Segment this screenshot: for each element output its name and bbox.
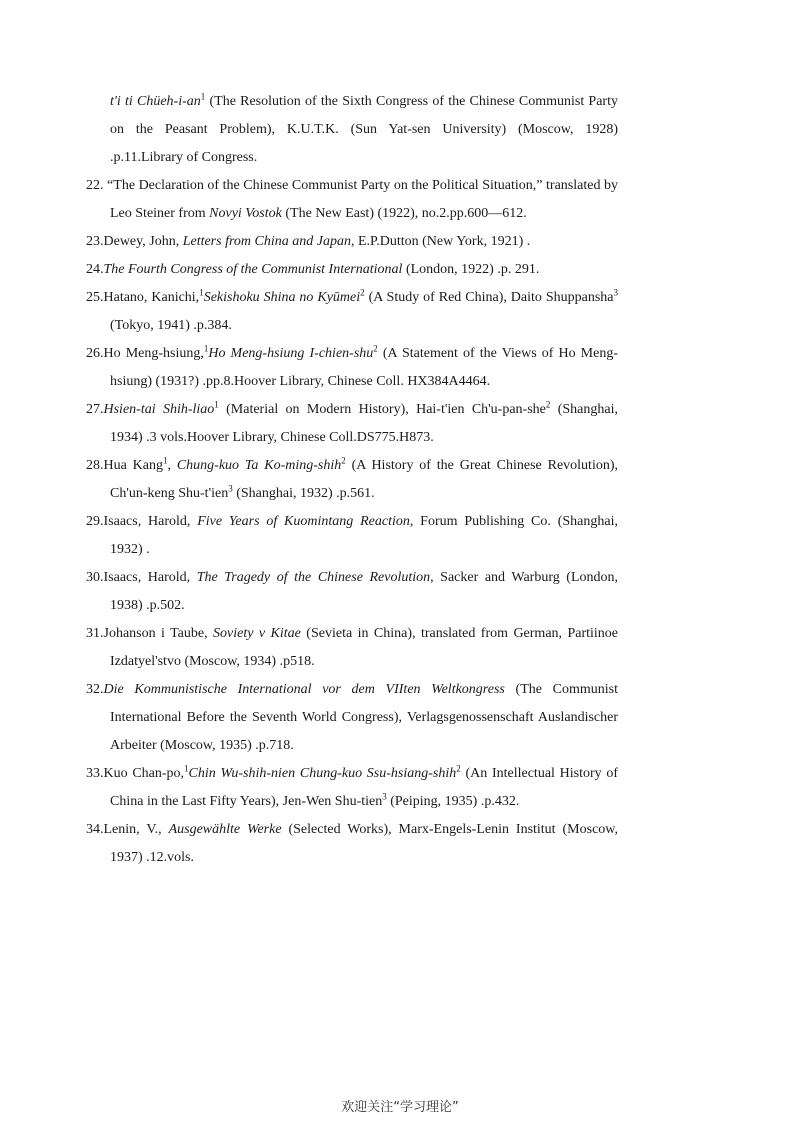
footnote-marker: 3 xyxy=(228,483,233,494)
entry-text: (The Resolution of the Sixth Congress of the Chinese Communist Party on the Peasant Problem), K.U.T.K. (Sun Yat-sen University) (Moscow, 1928) .p.11.Library of Congress. xyxy=(110,94,618,165)
entry-text: , E.P.Dutton (New York, 1921) . xyxy=(350,234,531,249)
entry-text: (Shanghai, 1934) .3 vols.Hoover Library, Chinese Coll.DS775.H873. xyxy=(110,402,619,445)
entry-number: 22. xyxy=(86,178,108,193)
entry-text: Ho Meng-hsiung, xyxy=(103,346,204,361)
footnote-marker: 1 xyxy=(163,455,168,466)
footnote-marker: 2 xyxy=(373,343,378,354)
footnote-marker: 2 xyxy=(456,763,461,774)
entry-text: Lenin, V., xyxy=(103,822,169,837)
entry-title: t'i ti Chüeh-i-an xyxy=(110,94,201,109)
footnote-marker: 1 xyxy=(199,287,204,298)
entry-number: 27. xyxy=(86,402,104,417)
entry-text: Dewey, John, xyxy=(103,234,183,249)
entry-text: (Peiping, 1935) .p.432. xyxy=(386,794,520,809)
entry-number: 26. xyxy=(86,346,104,361)
bibliography-entry xyxy=(86,452,618,508)
entry-text: Isaacs, Harold, xyxy=(103,570,197,585)
entry-text: , Forum Publishing Co. (Shanghai, 1932) . xyxy=(110,514,618,557)
entry-title: Chin Wu-shih-nien Chung-kuo Ssu-hsiang-shih xyxy=(188,766,457,781)
entry-text: , Sacker and Warburg (London, 1938) .p.502. xyxy=(110,570,618,613)
bibliography-entry xyxy=(86,760,618,816)
entry-number: 28. xyxy=(86,458,104,473)
footnote-marker: 1 xyxy=(214,399,219,410)
entry-text: Isaacs, Harold, xyxy=(103,514,198,529)
entry-text: (Tokyo, 1941) .p.384. xyxy=(110,318,232,333)
bibliography-entry xyxy=(86,340,618,396)
bibliography-entry xyxy=(86,88,618,172)
entry-number: 25. xyxy=(86,290,104,305)
entry-number: 33. xyxy=(86,766,104,781)
entry-text: (Material on Modern History), Hai-t'ien Ch'u-pan-she xyxy=(218,402,546,417)
entry-text: “The Declaration of the Chinese Communist Party on the Political Situation,” translated by Leo Steiner from xyxy=(107,178,618,221)
bibliography-entry xyxy=(86,396,618,452)
footnote-marker: 2 xyxy=(545,399,551,410)
bibliography-entry xyxy=(86,508,618,564)
footnote-marker: 3 xyxy=(382,791,387,802)
entry-title: The Fourth Congress of the Communist International xyxy=(103,262,403,277)
footnote-marker: 1 xyxy=(203,343,209,354)
entry-text: (Shanghai, 1932) .p.561. xyxy=(232,486,375,501)
bibliography-entry xyxy=(86,284,618,340)
entry-text: (The New East) (1922), no.2.pp.600—612. xyxy=(281,206,527,221)
entry-title: Hsien-tai Shih-liao xyxy=(103,402,215,417)
entry-text: (A Statement of the Views of Ho Meng-hsiung) (1931?) .pp.8.Hoover Library, Chinese Coll. HX384A4464. xyxy=(110,346,618,389)
entry-text: (London, 1922) .p. 291. xyxy=(402,262,540,277)
page-footer: 欢迎关注“学习理论” xyxy=(341,1100,459,1115)
entry-text: (A Study of Red China), Daito Shuppansha xyxy=(364,290,614,305)
entry-number: 30. xyxy=(86,570,104,585)
entry-number: 23. xyxy=(86,234,104,249)
entry-title: The Tragedy of the Chinese Revolution xyxy=(196,570,431,585)
entry-number: 31. xyxy=(86,626,104,641)
entry-title: Sekishoku Shina no Kyūmei xyxy=(203,290,361,305)
entry-title: Ho Meng-hsiung I-chien-shu xyxy=(208,346,374,361)
bibliography-entry xyxy=(86,256,618,284)
entry-text: (The Communist International Before the Seventh World Congress), Verlagsgenossenschaft Auslandischer Arbeiter (Moscow, 1935) .p.718. xyxy=(110,682,618,753)
bibliography-entry xyxy=(86,620,618,676)
entry-text: (An Intellectual History of China in the Last Fifty Years), Jen-Wen Shu-tien xyxy=(110,766,619,809)
bibliography-list xyxy=(86,88,618,872)
entry-text: (A History of the Great Chinese Revolution), Ch'un-keng Shu-t'ien xyxy=(110,458,618,501)
entry-number: 32. xyxy=(86,682,104,697)
entry-text: Kuo Chan-po, xyxy=(103,766,185,781)
entry-text: (Selected Works), Marx-Engels-Lenin Institut (Moscow, 1937) .12.vols. xyxy=(110,822,618,865)
bibliography-entry xyxy=(86,676,618,760)
entry-title: Chung-kuo Ta Ko-ming-shih xyxy=(176,458,342,473)
bibliography-entry xyxy=(86,172,618,228)
entry-number: 29. xyxy=(86,514,104,529)
bibliography-entry xyxy=(86,564,618,620)
entry-text: Johanson i Taube, xyxy=(103,626,214,641)
entry-text: Hatano, Kanichi, xyxy=(103,290,200,305)
footnote-marker: 2 xyxy=(341,455,346,466)
entry-title: Ausgewählte Werke xyxy=(168,822,282,837)
entry-title: Novyi Vostok xyxy=(209,206,282,221)
entry-text: Hua Kang xyxy=(103,458,163,473)
entry-title: Die Kommunistische International vor dem VIIten Weltkongress xyxy=(103,682,505,697)
entry-number: 34. xyxy=(86,822,104,837)
entry-number: 24. xyxy=(86,262,104,277)
entry-title: Soviety v Kitae xyxy=(213,626,301,641)
footnote-marker: 3 xyxy=(613,287,618,298)
entry-text: (Sevieta in China), translated from German, Partiinoe Izdatyel'stvo (Moscow, 1934) .p518. xyxy=(110,626,619,669)
footnote-marker: 2 xyxy=(360,287,365,298)
bibliography-entry xyxy=(86,816,618,872)
footnote-marker: 1 xyxy=(200,91,206,102)
entry-title: Five Years of Kuomintang Reaction xyxy=(197,514,410,529)
footnote-marker: 1 xyxy=(184,763,189,774)
bibliography-entry xyxy=(86,228,618,256)
entry-text: , xyxy=(167,458,177,473)
entry-title: Letters from China and Japan xyxy=(182,234,351,249)
